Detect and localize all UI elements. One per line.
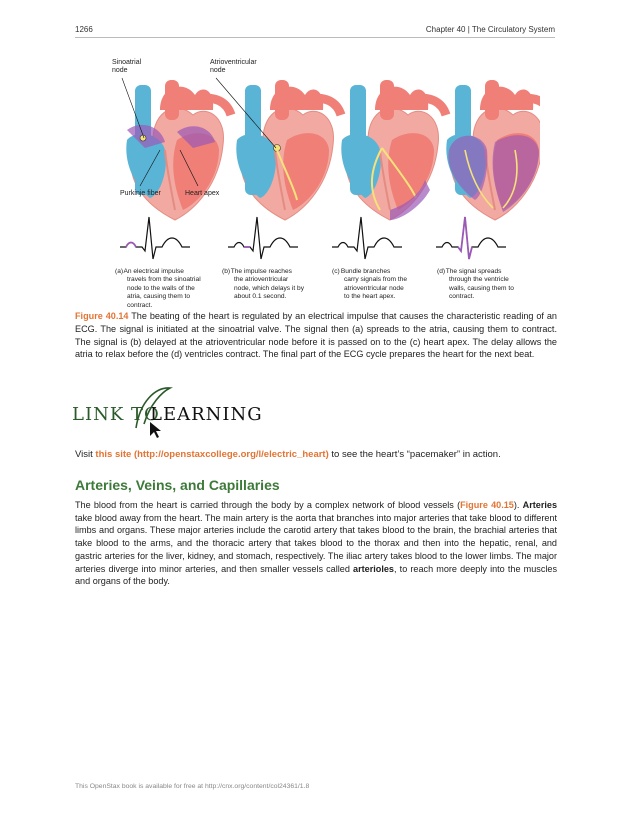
label-atrioventricular: Atrioventricular node	[210, 59, 257, 74]
heart-c	[341, 80, 446, 220]
figure-caption: Figure 40.14 The beating of the heart is regulated by an electrical impulse that causes the characteristic reading of an ECG. The signal is initiated at the sinoatrial valve. The signal then (a) spreads to the atria, causing them to contract. The signal is (b) delayed at the atrioventricular node before it is passed on to the (c) heart apex. The delay allows the atria to relax before the (d) ventricles contract. The final part of the ECG cycle prepares the heart for the next beat.	[75, 311, 557, 360]
heart-d	[446, 80, 540, 220]
ecg-c	[332, 217, 402, 259]
panel-caption-c: (c) Bundle branches carry signals from the atrioventricular node to the heart apex.	[332, 268, 408, 301]
link-paragraph: Visit this site (http://openstaxcollege.org/l/electric_heart) to see the heart’s “pacemaker” in action.	[75, 449, 501, 460]
label-sinoatrial: Sinoatrial node	[112, 59, 142, 74]
term-arterioles: arterioles	[353, 563, 394, 574]
electric-heart-link[interactable]: this site (http://openstaxcollege.org/l/electric_heart)	[95, 449, 329, 460]
panel-caption-a: (a) An electrical impulse travels from the sinoatrial node to the walls of the atria, causing them to contract.	[115, 268, 201, 309]
panel-caption-b: (b) The impulse reaches the atrioventricular node, which delays it by about 0.1 second.	[222, 268, 305, 301]
panel-caption-d: (d) The signal spreads through the ventricle walls, causing them to contract.	[437, 268, 514, 301]
label-purkinje: Purkinje fiber	[120, 190, 161, 197]
ecg-a	[120, 217, 190, 259]
body-paragraph: The blood from the heart is carried through the body by a complex network of blood vessels (Figure 40.15). Arteries take blood away from the heart. The main artery is the aorta that branches into major arteries that take blood to different limbs and organs. These major arteries include the carotid artery that takes blood to the brain, the brachial arteries that take blood to the arms, and the thoracic artery that takes blood to the thorax and then into the hepatic, renal, and gastric arteries for the liver, kidney, and stomach, respectively. The iliac artery takes blood to the lower limbs. The major arteries diverge into minor arteries, and then smaller vessels called arterioles, to reach more deeply into the muscles and organs of the body.	[75, 500, 557, 587]
figure-40-15-link[interactable]: Figure 40.15	[460, 500, 514, 510]
chapter-title: Chapter 40 | The Circulatory System	[425, 25, 555, 34]
figure-label: Figure 40.14	[75, 311, 129, 321]
heart-ecg-figure	[100, 50, 540, 265]
page-footer: This OpenStax book is available for free at http://cnx.org/content/col24361/1.8	[75, 783, 310, 790]
heart-a	[126, 80, 231, 220]
heart-b	[236, 80, 341, 220]
ecg-d	[436, 217, 506, 259]
header-rule	[75, 37, 555, 38]
label-heart-apex: Heart apex	[185, 190, 220, 197]
section-heading: Arteries, Veins, and Capillaries	[75, 477, 280, 493]
link-to-learning-logo	[70, 382, 270, 442]
term-arteries: Arteries	[522, 500, 557, 510]
logo-text-learning: LEARNING	[150, 404, 263, 425]
logo-text-link-to: LINK TO	[72, 404, 160, 425]
ecg-b	[228, 217, 298, 259]
page-number: 1266	[75, 25, 93, 34]
